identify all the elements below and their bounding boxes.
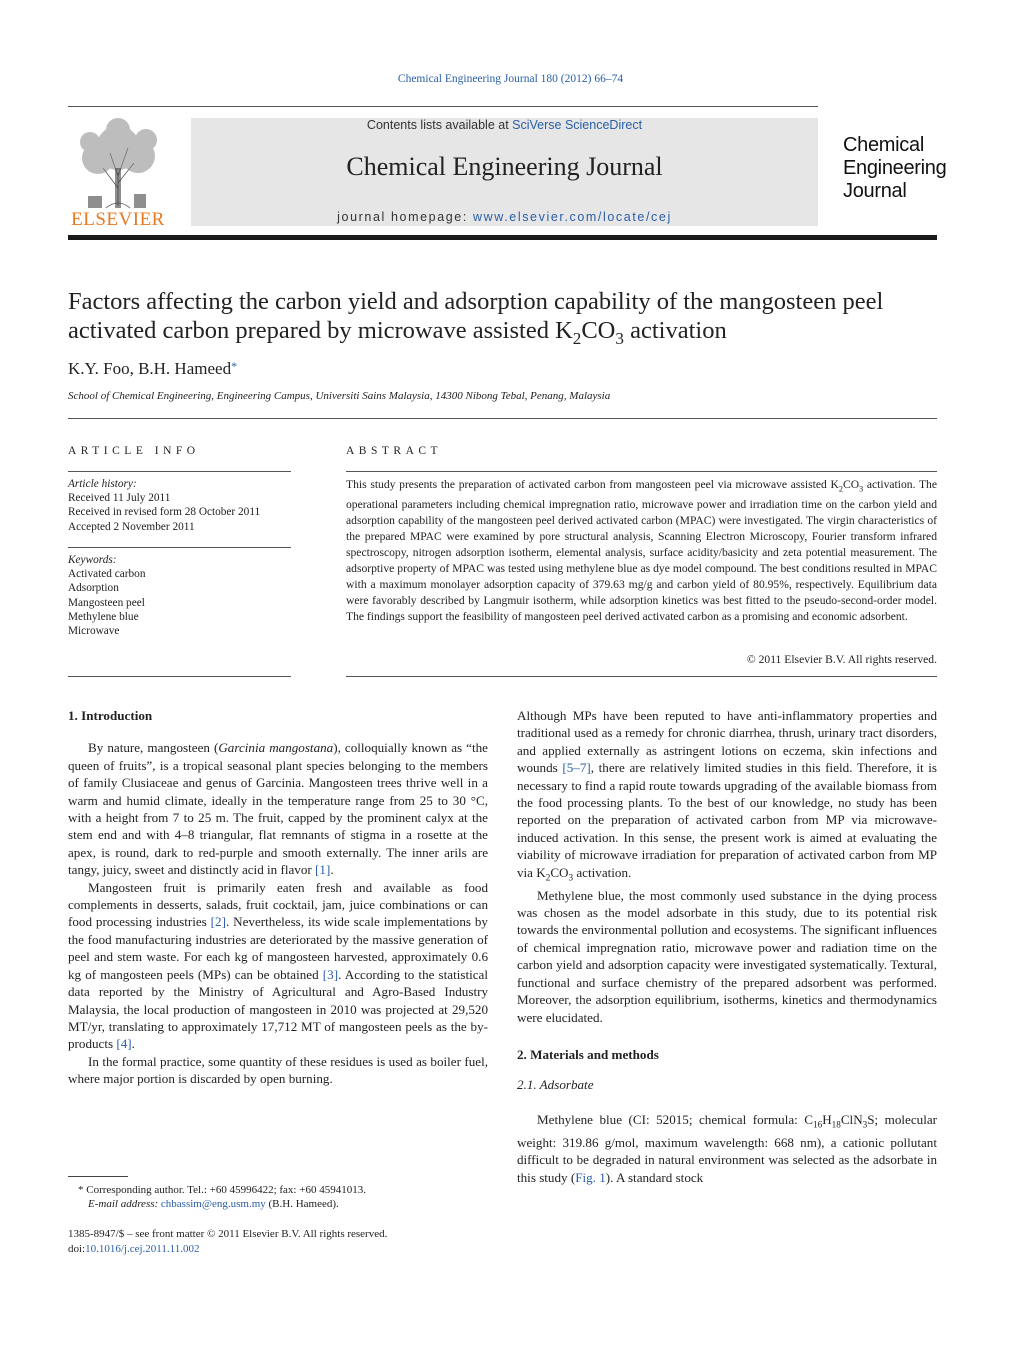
homepage-prefix: journal homepage:	[337, 210, 473, 224]
title-subscript: 2	[572, 328, 582, 348]
abstract-label: ABSTRACT	[346, 445, 443, 457]
abstract-part: CO	[842, 478, 860, 491]
para-text: , there are relatively limited studies in this field. Therefore, it is necessary to find a rapid route towards upgrading of the available biomass from the food processing plants. To the best of our knowledge, no study has been reported on the preparation of activated carbon from MP via microwave-induced activation. In this sense, the present work is aimed at evaluating the viability of microwave irradiation for preparation of activated carbon from MP via K	[517, 760, 937, 880]
para-text: Mangosteen fruit is primarily eaten fresh and available as food complements in desserts, salads, fruit cocktail, jam, juice combinations or can food processing industries	[68, 879, 488, 930]
intro-paragraph: In the formal practice, some quantity of these residues is used as boiler fuel, where major portion is discarded by open burning.	[68, 1053, 488, 1087]
chem-subscript: 18	[831, 1119, 841, 1130]
footnote-mark: *	[78, 1184, 84, 1196]
abstract-copyright: © 2011 Elsevier B.V. All rights reserved.	[746, 653, 937, 666]
para-text: .	[330, 862, 334, 878]
journal-homepage	[191, 210, 818, 224]
reference-link[interactable]: [1]	[315, 862, 331, 878]
keyword-item: Mangosteen peel	[68, 596, 145, 609]
doi-prefix: doi:	[68, 1243, 86, 1255]
homepage-link[interactable]: www.elsevier.com/locate/cej	[473, 210, 672, 224]
side-title-line: Chemical	[843, 134, 924, 156]
abstract-text	[346, 477, 937, 625]
abstract-subscript: 2	[838, 484, 843, 494]
email-line	[68, 1197, 488, 1211]
side-title-line: Journal	[843, 180, 907, 202]
chem-subscript: 16	[813, 1119, 823, 1130]
article-history	[68, 477, 291, 534]
para-text: activation.	[573, 864, 632, 880]
footnote-text: Corresponding author. Tel.: +60 45996422; fax: +60 45941013.	[83, 1184, 366, 1196]
side-title-line: Engineering	[843, 157, 947, 179]
para-text: ClN	[840, 1111, 863, 1127]
email-link[interactable]: chbassim@eng.usm.my	[160, 1198, 266, 1210]
corresponding-author-mark[interactable]: *	[231, 359, 238, 373]
reference-link[interactable]: [5–7]	[562, 760, 591, 776]
keywords-rule	[68, 547, 291, 548]
title-text: CO	[581, 317, 616, 344]
title-text: activation	[623, 317, 727, 344]
journal-citation[interactable]: Chemical Engineering Journal 180 (2012) 66–74	[397, 73, 624, 85]
issn-line: 1385-8947/$ – see front matter © 2011 Elsevier B.V. All rights reserved.	[68, 1228, 388, 1240]
keyword-item: Microwave	[68, 625, 120, 638]
header-thick-rule	[68, 235, 937, 240]
abstract-bottom-rule	[346, 676, 937, 677]
intro-paragraph: Methylene blue, the most commonly used substance in the dying process was chosen as the model adsorbate in this study, due to its potential risk towards the environmental pollution and ecosystems. The significant influences of chemical impregnation ratio, microwave power and radiation time on the carbon yield and adsorption capacity were investigated systematically. Textural, functional and surface chemistry of the prepared adsorbent was performed. Moreover, the adsorption equilibrium, isotherms, kinetics and thermodynamics were elucidated.	[517, 887, 937, 1025]
article-title	[68, 287, 937, 353]
journal-title: Chemical Engineering Journal	[346, 152, 663, 181]
title-rule	[68, 418, 937, 419]
para-text: Methylene blue (CI: 52015; chemical formula: C	[537, 1111, 814, 1127]
abstract-part: activation. The operational parameters including chemical impregnation ratio, microwave power and irradiation time on the carbon yield and adsorption capability of the mangosteen peel derived activated carbon (MPAC) were investigated. The virgin characteristics of the prepared MPAC were examined by pore structural analysis, Scanning Electron Microscopy, Fourier transform infrared spectroscopy, nitrogen adsorption isotherm, elemental analysis, surface acidity/basicity and zeta potential measurement. The adsorptive property of MPAC was tested using methylene blue as dye model compound. The best conditions resulted in MPAC with a maximum monolayer adsorption capacity of 379.63 mg/g and carbon yield of 80.95%, respectively. Equilibrium data were favorably described by Langmuir isotherm, while adsorption kinetics was best fitted to the pseudo-second-order model. The findings support the feasibility of mangosteen peel derived activated carbon as a promising and economic adsorbent.	[346, 478, 937, 624]
received-date: Received 11 July 2011	[68, 492, 171, 505]
para-text: CO	[550, 864, 569, 880]
para-text: ), colloquially known as “the queen of fruits”, is a tropical seasonal plant species belonging to the members of family Clusiaceae and genus of Garcinia. Mangosteen trees thrive well in a warm and humid climate, ideally in the temperature range from 25 to 30 °C, with a height from 7 to 25 m. The fruit, capped by the prominent calyx at the stem end and with 4–8 triangular, flat remnants of stigma in a rosette at the apex, is round, dark to red-purple and smooth externally. The inner arils are tangy, juicy, sweet and distinctly acid in flavor	[68, 740, 488, 878]
abstract-part: This study presents the preparation of activated carbon from mangosteen peel via microwave assisted K	[346, 478, 839, 491]
para-text: . Nevertheless, its wide scale implementations by the food manufacturing industries are deteriorated by the massive generation of peel and stem waste. For each kg of mangosteen harvested, approximately 0.6 kg of mangosteen peels (MPs) can be obtained	[68, 914, 488, 982]
contents-prefix: Contents lists available at	[366, 118, 513, 132]
para-text: H	[822, 1111, 832, 1127]
author-names: K.Y. Foo, B.H. Hameed	[68, 359, 232, 378]
body-left-column	[68, 707, 488, 1088]
methods-paragraph	[517, 1111, 937, 1186]
para-text: . According to the statistical data reported by the Ministry of Agricultural and Agro-Based Industry Malaysia, the local production of mangosteen in 2010 was projected at 29,520 MT/yr, translating to approximately 17,712 MT of mangosteen peels as the by-products	[68, 966, 488, 1052]
elsevier-wordmark: ELSEVIER	[71, 209, 165, 230]
accepted-date: Accepted 2 November 2011	[68, 520, 195, 533]
article-info-bottom-rule	[68, 676, 291, 677]
keyword-item: Adsorption	[68, 582, 119, 595]
keywords-block	[68, 553, 291, 638]
section-heading-introduction: 1. Introduction	[68, 708, 153, 723]
chem-subscript: 2	[545, 872, 551, 883]
para-text: .	[131, 1036, 135, 1052]
chem-subscript: 3	[862, 1119, 868, 1130]
title-text: Factors affecting the carbon yield and adsorption capability of the mangosteen peel activated carbon prepared by microwave assisted K	[68, 288, 884, 344]
header-rule	[68, 106, 818, 107]
corresponding-author-footnote	[68, 1183, 488, 1211]
para-text: S; molecular weight: 319.86 g/mol, maximum wavelength: 668 nm), a cationic pollutant difficult to be degraded in natural environment was selected as the adsorbate in this study (	[517, 1111, 937, 1185]
para-text: By nature, mangosteen (	[88, 740, 219, 756]
intro-paragraph	[68, 739, 488, 878]
intro-paragraph	[68, 879, 488, 1053]
footnote-rule	[68, 1176, 128, 1177]
title-subscript: 3	[615, 328, 624, 348]
affiliation: School of Chemical Engineering, Engineering Campus, Universiti Sains Malaysia, 14300 Nibong Tebal, Penang, Malaysia	[68, 390, 611, 402]
abstract-subscript: 3	[859, 484, 864, 494]
article-info-label: ARTICLE INFO	[68, 445, 200, 457]
abstract-rule	[346, 471, 937, 472]
reference-link[interactable]: [3]	[322, 966, 339, 982]
section-heading-materials: 2. Materials and methods	[517, 1046, 659, 1062]
journal-cover-title	[843, 134, 946, 203]
figure-link[interactable]: Fig. 1	[575, 1169, 606, 1185]
chem-subscript: 3	[568, 872, 574, 883]
species-name: Garcinia mangostana	[218, 740, 334, 756]
keyword-item: Methylene blue	[68, 610, 139, 623]
para-text: ). A standard stock	[605, 1169, 704, 1185]
doi-line	[68, 1242, 488, 1257]
history-head: Article history:	[68, 478, 137, 490]
keyword-item: Activated carbon	[68, 568, 146, 581]
sciencedirect-link[interactable]: SciVerse ScienceDirect	[512, 118, 643, 132]
front-matter	[68, 1227, 488, 1257]
authors	[68, 359, 237, 379]
footnote-line	[68, 1183, 488, 1197]
body-right-column	[517, 707, 937, 1186]
reference-link[interactable]: [4]	[116, 1036, 132, 1052]
para-text: Although MPs have been reputed to have anti-inflammatory properties and traditional used as a remedy for chronic diarrhea, thrush, urinary tract disorders, and applied externally as astringent lotions on eczema, skin infections and wounds	[517, 708, 937, 776]
doi-link[interactable]: 10.1016/j.cej.2011.11.002	[85, 1243, 200, 1255]
article-info-rule	[68, 471, 291, 472]
subsection-heading-adsorbate: 2.1. Adsorbate	[517, 1077, 594, 1093]
contents-line	[191, 118, 818, 132]
email-suffix: (B.H. Hameed).	[265, 1198, 339, 1210]
reference-link[interactable]: [2]	[210, 914, 226, 930]
revised-date: Received in revised form 28 October 2011	[68, 506, 261, 519]
intro-paragraph	[517, 707, 937, 887]
keywords-head: Keywords:	[68, 554, 117, 566]
email-label: E-mail address:	[88, 1198, 161, 1210]
